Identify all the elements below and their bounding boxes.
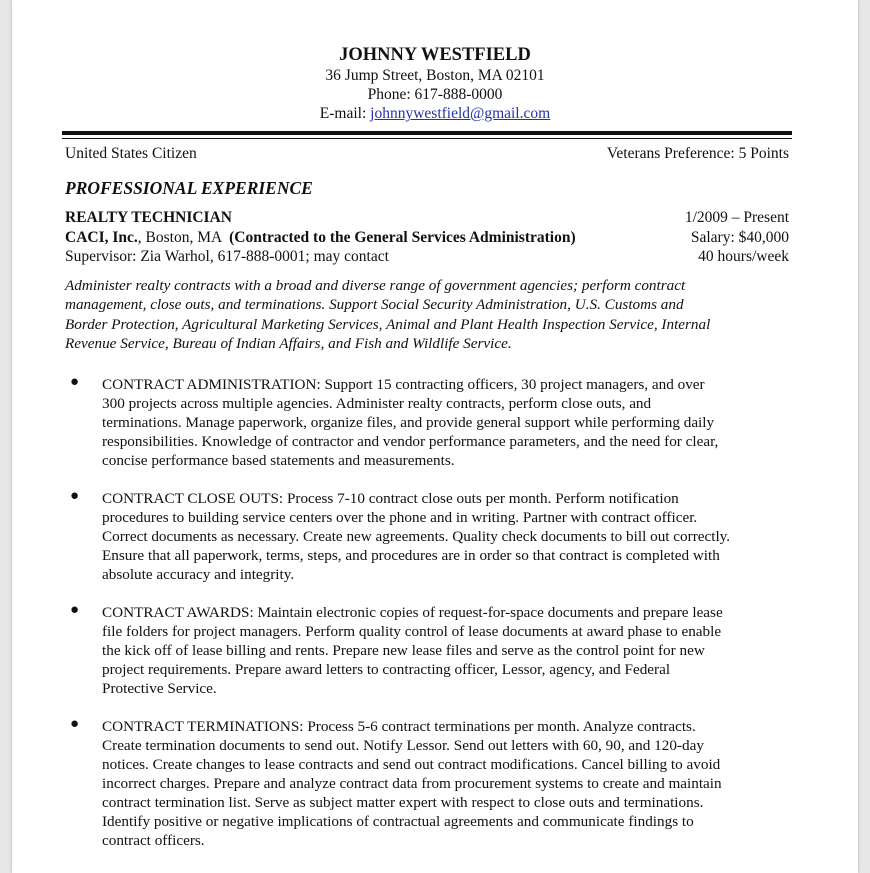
bullet-line: project requirements. Prepare award letters to contracting officer, Lessor, agency, and Federal (102, 661, 671, 678)
bullet-line: Ensure that all paperwork, terms, steps, and procedures are in order so that contract is completed with (102, 547, 720, 564)
info-row (65, 144, 789, 163)
bullet-line: contract officers. (102, 832, 205, 849)
supervisor: Supervisor: Zia Warhol, 617-888-0001; may contact (65, 248, 389, 265)
header-rule-thick (62, 131, 792, 135)
bullet-line: concise performance based statements and measurements. (102, 452, 455, 469)
applicant-name: JOHNNY WESTFIELD (339, 45, 531, 65)
section-title: PROFESSIONAL EXPERIENCE (65, 178, 313, 198)
company-location: , Boston, MA (137, 229, 230, 246)
bullet-line: notices. Create changes to lease contracts and send out contract modifications. Cancel billing to avoid (102, 756, 721, 773)
email-line (12, 104, 858, 123)
bullet-dot: ● (70, 488, 80, 504)
bullet-dot: ● (70, 602, 80, 618)
bullet-line: file folders for project managers. Perform quality control of lease documents at award phase to enable (102, 623, 722, 640)
bullet-contract-awards (70, 602, 802, 698)
job-title: REALTY TECHNICIAN (65, 209, 232, 226)
bullet-contract-administration (70, 374, 802, 470)
summary-line: Administer realty contracts with a broad and diverse range of government agencies; perform contract (65, 277, 686, 294)
company-name: CACI, Inc. (65, 229, 138, 246)
bullet-line: incorrect charges. Prepare and analyze contract data from procurement systems to create and maintain (102, 775, 722, 792)
bullet-line: Protective Service. (102, 680, 217, 697)
bullet-line: CONTRACT CLOSE OUTS: Process 7-10 contract close outs per month. Perform notification (102, 490, 679, 507)
bullet-line: CONTRACT TERMINATIONS: Process 5-6 contract terminations per month. Analyze contracts. (102, 718, 696, 735)
bullet-line: Create termination documents to send out. Notify Lessor. Send out letters with 60, 90, and 120-day (102, 737, 704, 754)
bullet-dot: ● (70, 716, 80, 732)
bullet-line: contract termination list. Serve as subject matter expert with respect to close outs and terminations. (102, 794, 704, 811)
summary-line: management, close outs, and terminations. Support Social Security Administration, U.S. Customs and (65, 296, 684, 314)
bullet-line: 300 projects across multiple agencies. Administer realty contracts, perform close outs, and (102, 395, 652, 412)
job-summary (65, 276, 795, 353)
phone: Phone: 617-888-0000 (367, 86, 503, 103)
job-title-row (65, 208, 789, 227)
address: 36 Jump Street, Boston, MA 02101 (325, 67, 545, 84)
citizenship: United States Citizen (65, 145, 197, 162)
resume-header (12, 44, 858, 123)
summary-line: Border Protection, Agricultural Marketing Services, Animal and Plant Health Inspection Service, Internal (65, 315, 711, 333)
email-label: E-mail: (319, 105, 371, 122)
bullet-line: Identify positive or negative implications of contractual agreements and communicate findings to (102, 813, 694, 830)
bullet-line: procedures to building service centers over the phone and in writing. Partner with contract officer. (102, 509, 698, 526)
bullet-line: absolute accuracy and integrity. (102, 566, 295, 583)
veterans-preference: Veterans Preference: 5 Points (606, 145, 789, 162)
job-company-row (65, 228, 789, 247)
bullet-line: the kick off of lease billing and rents. Prepare new lease files and serve as the control point for new (102, 642, 705, 659)
job-dates: 1/2009 – Present (684, 209, 789, 226)
bullet-line: Correct documents as necessary. Create new agreements. Quality check documents to bill out correctly. (102, 528, 731, 545)
bullet-dot: ● (70, 374, 80, 390)
bullet-line: CONTRACT AWARDS: Maintain electronic copies of request-for-space documents and prepare lease (102, 604, 723, 621)
header-rule-thin (62, 138, 792, 139)
resume-page (12, 0, 858, 873)
bullet-line: terminations. Manage paperwork, organize files, and provide general support while performing daily (102, 414, 715, 431)
job-supervisor-row (65, 247, 789, 266)
summary-line: Revenue Service, Bureau of Indian Affairs, and Fish and Wildlife Service. (65, 334, 512, 352)
bullet-line: CONTRACT ADMINISTRATION: Support 15 contracting officers, 30 project managers, and over (102, 376, 705, 393)
hours: 40 hours/week (698, 248, 789, 265)
bullet-contract-close-outs (70, 488, 802, 584)
contract-note: (Contracted to the General Services Administration) (229, 229, 576, 246)
email-link[interactable]: johnnywestfield@gmail.com (370, 105, 551, 122)
bullet-line: responsibilities. Knowledge of contractor and vendor performance parameters, and the need for clear, (102, 433, 719, 450)
bullet-contract-terminations (70, 716, 802, 850)
salary: Salary: $40,000 (690, 229, 789, 246)
